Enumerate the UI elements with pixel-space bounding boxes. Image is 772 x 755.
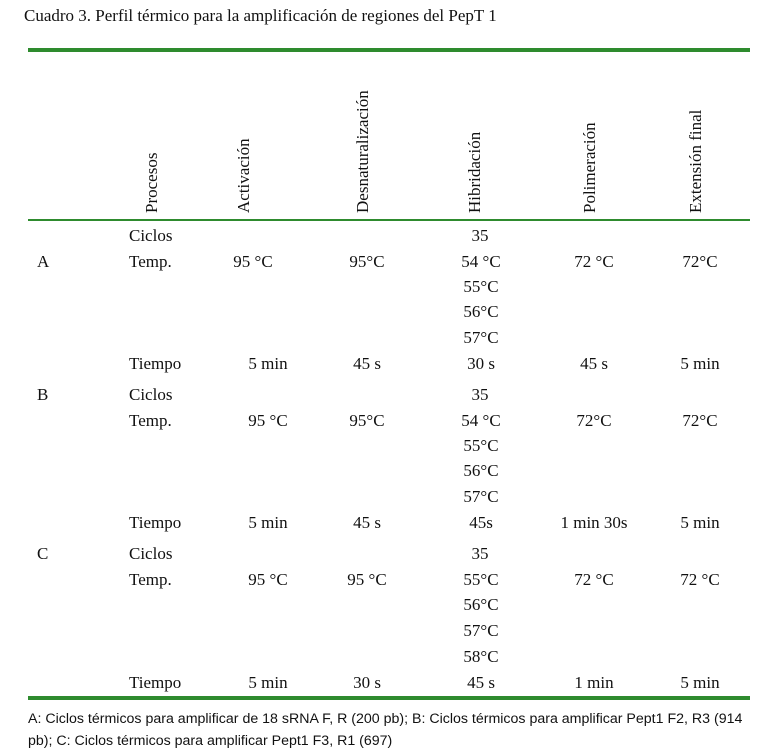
hibridacion-temp: 56°C [463,461,499,480]
tiempo-label: Tiempo [129,513,182,532]
desnaturalizacion-tiempo: 45 s [353,513,381,532]
activacion-tiempo: 5 min [248,513,288,532]
header-procesos: Procesos [142,152,161,213]
hibridacion-temp: 56°C [463,595,499,614]
hibridacion-temp: 57°C [463,621,499,640]
extension-tiempo: 5 min [680,513,720,532]
header-rule [28,219,750,221]
hibridacion-temp: 54 °C [461,411,501,430]
extension-tiempo: 5 min [680,673,720,692]
activacion-temp: 95 °C [248,570,288,589]
extension-temp: 72°C [682,411,718,430]
bottom-rule [28,696,750,700]
ciclos-label: Ciclos [129,226,173,245]
polimeracion-tiempo: 1 min 30s [560,513,628,532]
desnaturalizacion-tiempo: 45 s [353,354,381,373]
activacion-temp: 95 °C [248,411,288,430]
group-label-c: C [37,544,49,563]
ciclos-value: 35 [471,226,489,245]
extension-temp: 72 °C [680,570,720,589]
temp-label: Temp. [129,252,172,271]
hibridacion-temp: 55°C [463,277,499,296]
polimeracion-temp: 72 °C [574,252,614,271]
polimeracion-tiempo: 45 s [580,354,608,373]
tiempo-label: Tiempo [129,354,182,373]
desnaturalizacion-temp: 95°C [349,252,385,271]
extension-temp: 72°C [682,252,718,271]
hibridacion-temp: 56°C [463,302,499,321]
group-label-b: B [37,385,49,404]
hibridacion-tiempo: 45 s [467,673,495,692]
polimeracion-temp: 72°C [576,411,612,430]
activacion-tiempo: 5 min [248,354,288,373]
temp-label: Temp. [129,411,172,430]
ciclos-value: 35 [471,385,489,404]
desnaturalizacion-temp: 95 °C [347,570,387,589]
header-desnaturalizacion: Desnaturalización [353,90,372,213]
hibridacion-temp: 55°C [463,436,499,455]
polimeracion-temp: 72 °C [574,570,614,589]
activacion-temp: 95 °C [233,252,273,271]
ciclos-label: Ciclos [129,544,173,563]
hibridacion-temp: 54 °C [461,252,501,271]
extension-tiempo: 5 min [680,354,720,373]
desnaturalizacion-temp: 95°C [349,411,385,430]
header-extension-final: Extensión final [686,109,705,213]
header-polimeracion: Polimeración [580,122,599,213]
ciclos-label: Ciclos [129,385,173,404]
activacion-tiempo: 5 min [248,673,288,692]
group-label-a: A [37,252,50,271]
temp-label: Temp. [129,570,172,589]
hibridacion-tiempo: 45s [469,513,493,532]
hibridacion-temp: 58°C [463,647,499,666]
hibridacion-temp: 57°C [463,328,499,347]
hibridacion-tiempo: 30 s [467,354,495,373]
table-footnote: A: Ciclos térmicos para amplificar de 18 sRNA F, R (200 pb); B: Ciclos térmicos para amplificar Pept1 F2, R3 (914 pb); C: Ciclos térmicos para amplificar Pept1 F3, R1 (697) [28,711,743,749]
tiempo-label: Tiempo [129,673,182,692]
hibridacion-temp: 55°C [463,570,499,589]
header-hibridacion: Hibridación [465,131,484,213]
hibridacion-temp: 57°C [463,487,499,506]
desnaturalizacion-tiempo: 30 s [353,673,381,692]
table-caption: Cuadro 3. Perfil térmico para la amplificación de regiones del PepT 1 [24,6,497,25]
top-rule [28,48,750,52]
polimeracion-tiempo: 1 min [574,673,614,692]
header-activacion: Activación [234,138,253,213]
ciclos-value: 35 [471,544,489,563]
